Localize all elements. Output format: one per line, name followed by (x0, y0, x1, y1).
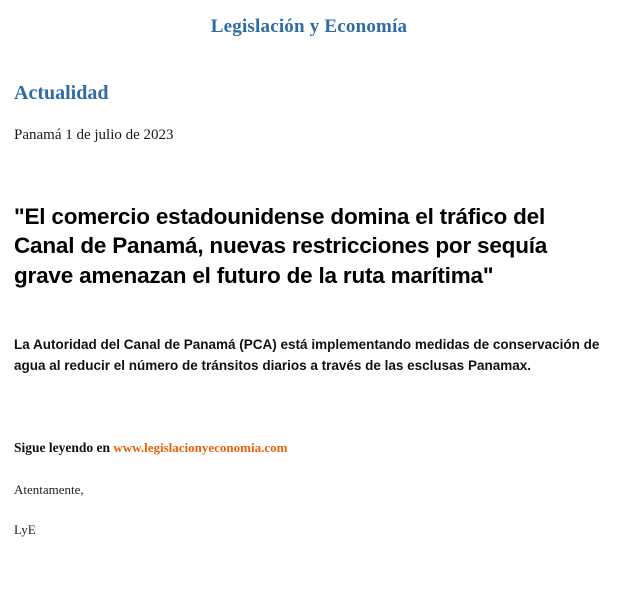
read-more-label: Sigue leyendo en (14, 440, 111, 456)
signoff-text: Atentamente, (14, 482, 84, 498)
newsletter-masthead-title: Legislación y Economía (210, 16, 408, 37)
article-headline: "El comercio estadounidense domina el tráfico del Canal de Panamá, nuevas restricciones por sequía grave amenazan el futuro de la ruta marítima" (14, 204, 548, 288)
section-heading: Actualidad (14, 82, 109, 104)
read-more-line (14, 440, 604, 456)
signature-text: LyE (14, 522, 36, 538)
article-standfirst: La Autoridad del Canal de Panamá (PCA) está implementando medidas de conservación de agua al reducir el número de tránsitos diarios a través de las esclusas Panamax. (14, 336, 600, 374)
website-link[interactable]: www.legislacionyeconomia.com (113, 440, 288, 456)
article-dateline: Panamá 1 de julio de 2023 (14, 127, 174, 143)
